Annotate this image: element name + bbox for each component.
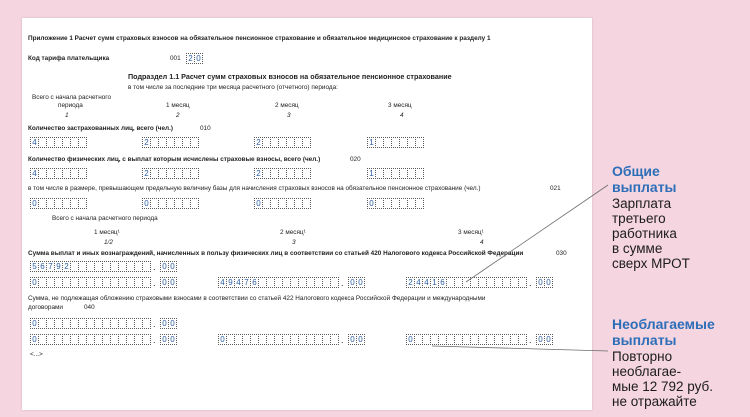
- col-total-header-2: периода: [58, 102, 83, 109]
- digit-cell[interactable]: 0: [406, 334, 415, 345]
- decimal-dot: .: [529, 335, 532, 345]
- annotation-general-line: работника: [612, 226, 677, 241]
- annotation-nontax-title-1: Необлагаемые: [612, 316, 715, 332]
- callout-line-nontax: [432, 346, 608, 351]
- digit-cell[interactable]: 0: [30, 198, 39, 209]
- digit-cell[interactable]: 0: [168, 261, 177, 272]
- digit-cell[interactable]: 2: [62, 261, 71, 272]
- tariff-code: 001: [170, 55, 181, 62]
- row-021-label: в том числе в размере, превышающем предельную величину базы для начисления страховых взносов на обязательное пенсионное страхование (чел.): [28, 185, 481, 192]
- row-040-code: 040: [84, 304, 95, 311]
- decimal-dot: .: [153, 319, 156, 329]
- digit-cell[interactable]: 0: [30, 318, 39, 329]
- digit-cell[interactable]: 0: [168, 318, 177, 329]
- callout-line-general: [466, 185, 608, 282]
- col-number: 3: [287, 112, 291, 119]
- digit-cell[interactable]: 2: [186, 53, 195, 64]
- digit-cell[interactable]: 4: [30, 168, 39, 179]
- tariff-label: Код тарифа плательщика: [28, 55, 110, 62]
- ellipsis-marker: <...>: [30, 351, 43, 358]
- subsection-title: Подраздел 1.1 Расчет сумм страховых взносов на обязательное пенсионное страхование: [128, 72, 452, 81]
- digit-cell[interactable]: 0: [30, 277, 39, 288]
- digit-cell[interactable]: 0: [168, 334, 177, 345]
- digit-cell[interactable]: 0: [218, 334, 227, 345]
- row-030-label: Сумма выплат и иных вознаграждений, начисленных в пользу физических лиц в соответствии со статьей 420 Налогового кодекса Российской Федерации: [28, 250, 524, 257]
- annotation-nontax-line: мые 12 792 руб.: [612, 379, 714, 394]
- annotation-general-line: Зарплата: [612, 196, 672, 211]
- row-040-label-2: договорами: [28, 304, 63, 311]
- decimal-dot: .: [153, 262, 156, 272]
- digit-cell[interactable]: 4: [30, 137, 39, 148]
- digit-cell[interactable]: 0: [356, 277, 365, 288]
- col2-month3-header: 3 месяц¹: [458, 229, 484, 236]
- decimal-dot: .: [341, 278, 344, 288]
- digit-cell[interactable]: 4: [218, 277, 227, 288]
- subsection-subtitle: в том числе за последние три месяца расчетного (отчетного) периода:: [128, 84, 338, 91]
- digit-cell[interactable]: 6: [38, 261, 47, 272]
- decimal-dot: .: [341, 335, 344, 345]
- digit-cell[interactable]: 0: [356, 334, 365, 345]
- digit-cell[interactable]: 7: [242, 277, 251, 288]
- digit-cell[interactable]: 0: [160, 277, 169, 288]
- col-number: 4: [400, 112, 404, 119]
- digit-cell[interactable]: 0: [194, 53, 203, 64]
- annotation-general-title-2: выплаты: [612, 179, 677, 195]
- form-heading: Приложение 1 Расчет сумм страховых взносов на обязательное пенсионное страхование и обязательное медицинское страхование к разделу 1: [28, 35, 491, 42]
- col-month2-header: 2 месяц: [275, 102, 299, 109]
- row-030-code: 030: [556, 250, 567, 257]
- digit-cell[interactable]: 4: [234, 277, 243, 288]
- col-month3-header: 3 месяц: [388, 102, 412, 109]
- digit-cell[interactable]: 0: [536, 334, 545, 345]
- row-040-label: Сумма, не подлежащая обложению страховыми взносами в соответствии со статьей 422 Налогового кодекса Российской Федерации и международными: [28, 295, 486, 302]
- annotation-general-line: третьего: [612, 211, 666, 226]
- col-number: 2: [176, 112, 180, 119]
- col-number: 1: [65, 112, 69, 119]
- digit-cell[interactable]: 0: [160, 334, 169, 345]
- digit-cell[interactable]: 6: [250, 277, 259, 288]
- col2-month1-header: 1 месяц¹: [94, 229, 120, 236]
- row-020-label: Количество физических лиц, с выплат которым исчислены страховые взносы, всего (чел.): [28, 156, 321, 163]
- col-total-header: Всего с начала расчетного: [32, 94, 112, 101]
- digit-cell[interactable]: 2: [142, 137, 151, 148]
- annotation-general-line: в сумме: [612, 241, 663, 256]
- col2-number: 3: [292, 239, 296, 246]
- digit-cell[interactable]: 0: [254, 198, 263, 209]
- row-020-code: 020: [350, 156, 361, 163]
- decimal-dot: .: [153, 278, 156, 288]
- digit-cell[interactable]: 0: [544, 334, 553, 345]
- annotation-nontax-title-2: выплаты: [612, 332, 677, 348]
- digit-cell[interactable]: 5: [30, 261, 39, 272]
- digit-cell[interactable]: 4: [414, 277, 423, 288]
- digit-cell[interactable]: 9: [54, 261, 63, 272]
- digit-cell[interactable]: 0: [348, 277, 357, 288]
- row-010-code: 010: [200, 125, 211, 132]
- row-010-label: Количество застрахованных лиц, всего (чел.): [28, 125, 173, 132]
- decimal-dot: .: [153, 335, 156, 345]
- row-021-code: 021: [550, 185, 561, 192]
- digit-cell[interactable]: 0: [160, 318, 169, 329]
- col-month1-header: 1 месяц: [166, 102, 190, 109]
- digit-cell[interactable]: 0: [367, 198, 376, 209]
- digit-cell[interactable]: 0: [30, 334, 39, 345]
- col2-month2-header: 2 месяц¹: [280, 229, 306, 236]
- digit-cell[interactable]: 4: [422, 277, 431, 288]
- digit-cell[interactable]: 0: [142, 198, 151, 209]
- digit-cell[interactable]: 2: [406, 277, 415, 288]
- digit-cell[interactable]: 0: [348, 334, 357, 345]
- digit-cell[interactable]: 1: [367, 137, 376, 148]
- annotation-general-line: сверх МРОТ: [612, 256, 690, 271]
- annotation-nontax-line: необлагае-: [612, 364, 682, 379]
- digit-cell[interactable]: 2: [254, 168, 263, 179]
- decimal-dot: .: [529, 278, 532, 288]
- digit-cell[interactable]: 2: [254, 137, 263, 148]
- annotation-general-title-1: Общие: [612, 163, 660, 179]
- digit-cell[interactable]: 2: [142, 168, 151, 179]
- digit-cell[interactable]: 1: [430, 277, 439, 288]
- digit-cell[interactable]: 0: [536, 277, 545, 288]
- digit-cell[interactable]: 0: [160, 261, 169, 272]
- col2-total-header: Всего с начала расчетного периода: [52, 215, 158, 222]
- col2-number: 4: [480, 239, 484, 246]
- col2-number: 1/2: [104, 239, 113, 246]
- digit-cell[interactable]: 0: [544, 277, 553, 288]
- digit-cell[interactable]: 1: [367, 168, 376, 179]
- digit-cell[interactable]: 0: [168, 277, 177, 288]
- annotation-nontax-line: Повторно: [612, 349, 673, 364]
- digit-cell[interactable]: 7: [46, 261, 55, 272]
- digit-cell[interactable]: 6: [438, 277, 447, 288]
- digit-cell[interactable]: 9: [226, 277, 235, 288]
- annotation-nontax-line: не отражайте: [612, 394, 697, 409]
